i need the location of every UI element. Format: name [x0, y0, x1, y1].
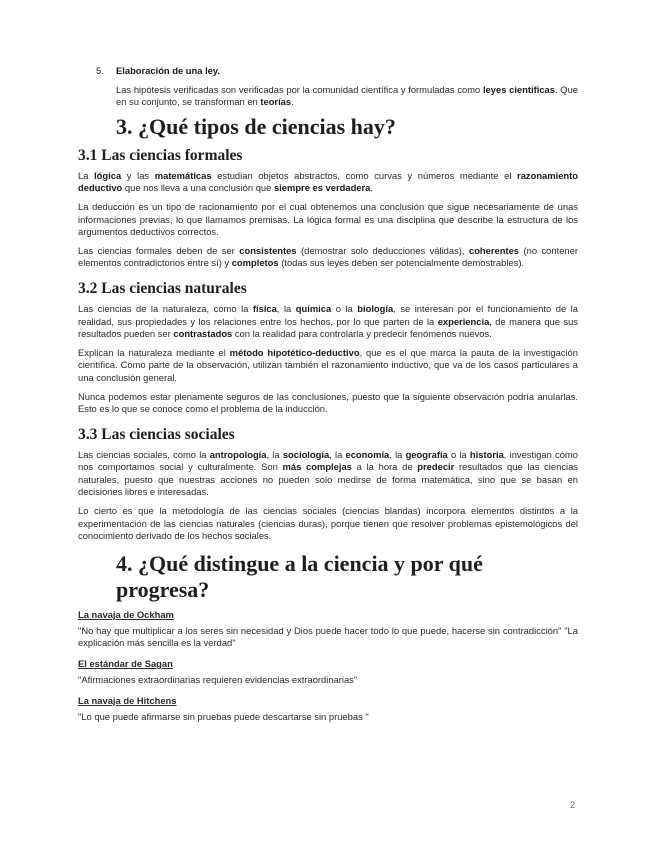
list-item-body: [116, 84, 578, 109]
page-content: [78, 60, 578, 723]
text-run: resultados que las ciencias naturales, puesto que nuestras acciones no pueden solo medirse de forma matemática, sino que se basan en decisiones libres e interesadas.: [78, 461, 578, 498]
text-run: , que es el que marca la pauta de la investigación científica. Como parte de la observación, utilizan también el razonamiento inductivo, que va de los casos particulares a una conclusión general.: [78, 346, 578, 383]
paragraph: [78, 449, 578, 499]
text-run: , la: [276, 302, 296, 314]
paragraph: La deducción es un tipo de racionamiento por el cual obtenemos una conclusión que sigue necesariamente de unas informaciones previas, lo que llamamos premisas. La lógica formal es una disciplina que describe la estructura de los argumentos deductivos correctos.: [78, 200, 578, 238]
heading-3-1: 3.1 Las ciencias formales: [78, 146, 243, 164]
text-run: con la realidad para controlarla y predecir fenómenos nuevos.: [232, 328, 492, 340]
text-run: , la: [329, 448, 346, 460]
heading-section-3: 3. ¿Qué tipos de ciencias hay?: [116, 113, 396, 139]
paragraph: [78, 245, 578, 270]
text-run: , la: [389, 448, 406, 460]
bold-run: leyes científicas: [482, 83, 555, 95]
heading-3-3: 3.3 Las ciencias sociales: [78, 425, 235, 443]
text-run: (demostrar solo deducciones válidas),: [296, 244, 469, 256]
bold-run: razonamiento deductivo: [78, 169, 578, 194]
paragraph: [78, 347, 578, 385]
bold-run: más complejas: [282, 461, 352, 473]
text-run: Las hipótesis verificadas son verificadas por la comunidad científica y formuladas como: [116, 83, 483, 95]
quote-ockham: "No hay que multiplicar a los seres sin necesidad y Dios puede hacer todo lo que puede, hacerse sin contradicción" "La explicación más sencilla es la verdad": [78, 624, 578, 649]
bold-run: predecir: [417, 461, 455, 473]
text-run: , la: [266, 448, 283, 460]
paragraph: Nunca podemos estar plenamente seguros de las conclusiones, puesto que la siguiente observación podría anularlas. Esto es lo que se conoce como el problema de la inducción.: [78, 390, 578, 415]
list-item-5: [96, 65, 578, 78]
bold-run: siempre es verdadera: [273, 182, 371, 194]
bold-run: sociología: [282, 448, 330, 460]
text-run: La: [78, 169, 95, 181]
text-run: y las: [121, 169, 155, 181]
quote-hitchens: "Lo que puede afirmarse sin pruebas puede descartarse sin pruebas ": [78, 710, 369, 722]
text-run: Las ciencias de la naturaleza, como la: [78, 302, 253, 314]
page-number: 2: [570, 800, 576, 810]
text-run: o la: [447, 448, 470, 460]
text-run: (no contener elementos contradictorios entre sí) y: [78, 244, 578, 269]
bold-run: matemáticas: [154, 169, 212, 181]
bold-run: física: [252, 302, 277, 314]
bold-run: coherentes: [468, 244, 520, 256]
text-run: Las ciencias formales deben de ser: [78, 244, 240, 256]
bold-run: consistentes: [239, 244, 297, 256]
text-run: .: [291, 96, 294, 108]
list-number: 5.: [96, 65, 104, 76]
paragraph: Lo cierto es que la metodología de las ciencias sociales (ciencias blandas) incorpora elementos distintos a la experimentación de las ciencias naturales (ciencias duras), porque tienen que resolver problemas epistemológicos del conocimiento derivado de los hechos sociales.: [78, 505, 578, 542]
paragraph: [78, 170, 578, 195]
bold-run: teorías: [260, 96, 292, 108]
text-run: , investigan cómo nos comportamos social y culturalmente. Son: [78, 448, 578, 473]
heading-section-4: 4. ¿Qué distingue a la ciencia y por qué progresa?: [116, 550, 483, 602]
text-run: . Que en su conjunto, se transforman en: [116, 83, 578, 108]
text-run: Explican la naturaleza mediante el: [78, 346, 230, 358]
text-run: que nos lleva a una conclusión que: [122, 182, 274, 194]
bold-run: química: [295, 302, 332, 314]
bold-run: método hipotético-deductivo: [229, 346, 360, 358]
bold-run: lógica: [94, 169, 122, 181]
bold-run: economía: [345, 448, 390, 460]
quote-sagan: "Afirmaciones extraordinarias requieren evidencias extraordinarias": [78, 674, 358, 686]
bold-run: antropología: [209, 448, 267, 460]
bold-run: biología: [357, 302, 394, 314]
text-run: a la hora de: [351, 461, 418, 473]
heading-3-2: 3.2 Las ciencias naturales: [78, 279, 247, 297]
subheading-hitchens: La navaja de Hitchens: [78, 694, 177, 706]
bold-run: contrastados: [173, 328, 233, 340]
text-run: , se interesan por el funcionamiento de la realidad, sus propiedades y los relaciones entre los hechos, por lo que parten de la: [78, 302, 578, 327]
text-run: (todas sus leyes deben ser potencialmente demostrables).: [278, 257, 525, 269]
subheading-sagan: El estándar de Sagan: [78, 658, 173, 670]
text-run: , de manera que sus resultados pueden ser: [78, 315, 578, 340]
bold-run: completos: [231, 257, 279, 269]
text-run: estudian objetos abstractos, como curvas y números mediante el: [211, 169, 518, 181]
bold-run: experiencia: [437, 315, 490, 327]
text-run: Las ciencias sociales, como la: [78, 448, 210, 460]
bold-run: geografía: [405, 448, 448, 460]
list-item-title: Elaboración de una ley.: [116, 65, 221, 76]
bold-run: historia: [469, 448, 504, 460]
paragraph: [78, 303, 578, 341]
subheading-ockham: La navaja de Ockham: [78, 608, 174, 620]
text-run: o la: [331, 302, 358, 314]
text-run: .: [370, 182, 373, 194]
